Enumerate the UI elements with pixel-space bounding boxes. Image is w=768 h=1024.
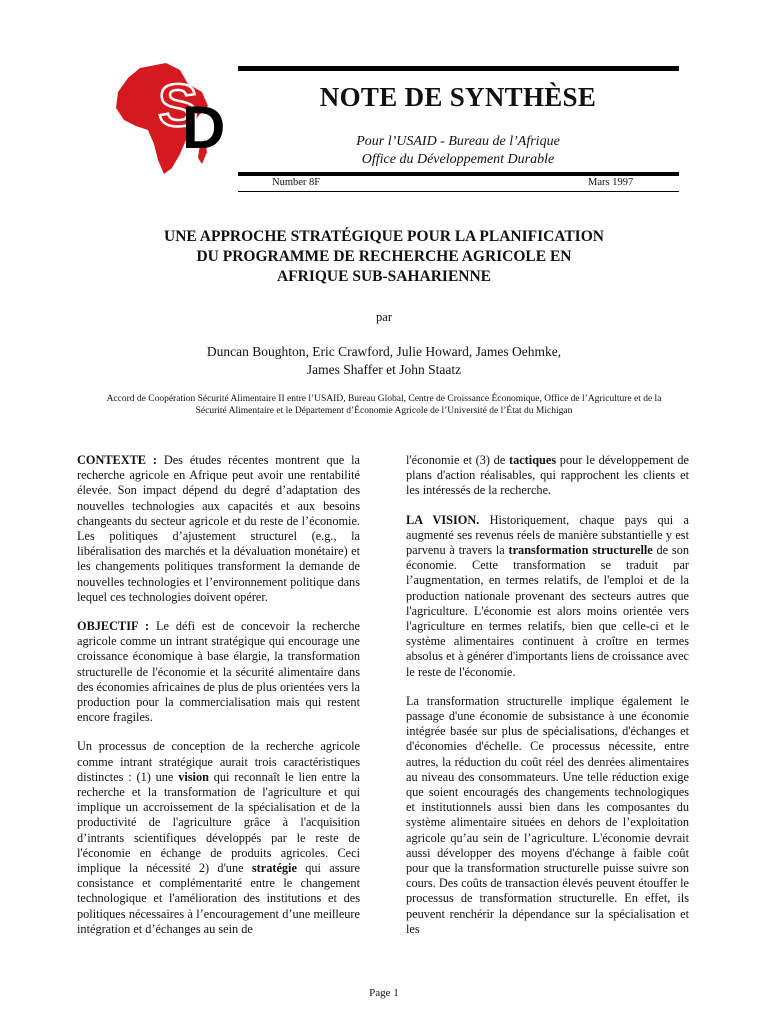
- by-line: par: [376, 310, 392, 324]
- objectif-paragraph: OBJECTIF : Le défi est de concevoir la recherche agricole comme un intrant stratégique qui encourage une croissance économique à base élargie, la transformation structurelle de l'économie et la sécurité alimentaire dans des économies africaines de plus de plus orientées vers la production pour la commercialisation mais qui restent encore fragiles.: [77, 619, 360, 725]
- article-headline: [60, 227, 708, 287]
- affiliation-note: [90, 393, 678, 417]
- page-title: NOTE DE SYNTHÈSE: [319, 82, 597, 112]
- authors-line-1: Duncan Boughton, Eric Crawford, Julie Howard, James Oehmke,: [206, 344, 562, 359]
- transformation-paragraph: La transformation structurelle implique également le passage d'une économie de subsistance à une économie intégrée basée sur plus de spécialisations, d'échanges et d'économies d'échelle. Ce processus nécessite, entre autres, la réduction du coût réel des denrées alimentaires au niveau des consommateurs. Une telle réduction exige que soient encouragés des changements technologiques et institutionnels aussi bien dans les composantes du système alimentaire situées en dehors de l’exploitation agricole qu’au sein de l’agriculture. L'économie devrait aussi développer des moyens d'échange à faible coût pour que la transformation structurelle puisse suivre son cours. Des coûts de transaction élevés peuvent étouffer le processus de transformation structurelle. En effet, ils peuvent renchérir la dépendance sur la spécialisation et les: [406, 693, 689, 936]
- authors-line-2: James Shaffer et John Staatz: [306, 362, 462, 377]
- header-mid-rule: [238, 172, 679, 176]
- headline-line-3: AFRIQUE SUB-SAHARIENNE: [276, 268, 492, 285]
- header-bottom-rule: [238, 191, 679, 192]
- tactiques-keyword: tactiques: [508, 453, 557, 467]
- header-top-rule: [238, 66, 679, 71]
- subtitle-line-2: Office du Développement Durable: [361, 152, 555, 167]
- headline-line-2: DU PROGRAMME DE RECHERCHE AGRICOLE EN: [196, 248, 572, 265]
- headline-line-1: UNE APPROCHE STRATÉGIQUE POUR LA PLANIFICATION: [164, 228, 604, 245]
- authors: [60, 343, 708, 379]
- contexte-paragraph: CONTEXTE : Des études récentes montrent que la recherche agricole en Afrique peut avoir une rentabilité élevée. Son impact dépend du degré d’adaptation des nouvelles technologies aux capacités et aux besoins changeants du secteur agricole et du reste de l’économie. Les politiques d’ajustement structurel (e.g., la libéralisation des marchés et la dévaluation monétaire) et les changements politiques transforment la demande de nouvelles technologies et l’environnement politique dans lequel ces technologies doivent opérer.: [77, 453, 360, 604]
- vision-keyword: vision: [178, 769, 209, 784]
- tactiques-lead: l'économie et (3) de: [406, 453, 509, 467]
- affiliation-line-2: Sécurité Alimentaire et le Département d’Économie Agricole de l’Université de l’État du Michigan: [195, 406, 573, 416]
- processus-paragraph: Un processus de conception de la recherche agricole comme intrant stratégique aurait trois caractéristiques distinctes : (1) une vision qui reconnaît le lien entre la recherche et la transformation de l'agriculture et qui implique un accroissement de la spécialisation et de la productivité de l'agriculture grâce à l'acquisition d’intrants scientifiques développés par le reste de l'économie en échange de produits agricoles. Ceci implique la nécessité 2) d'une stratégie qui assure consistance et complémentarité entre le changement technologique et l'amélioration des institutions et des politiques nécessaires à l’encouragement d’une meilleure intégration et d’échanges au sein de: [77, 739, 361, 936]
- issue-date: Mars 1997: [588, 177, 634, 188]
- processus-continuation: l'économie et (3) de tactiques pour le développement de plans d'action réalisables, qui rapprochent les clients et les intéressés de la recherche.: [406, 453, 689, 498]
- logo-letter-d: D: [182, 94, 226, 161]
- subtitle-line-1: Pour l’USAID - Bureau de l’Afrique: [356, 134, 560, 149]
- logo-letter-s: S: [158, 72, 199, 139]
- vision-label: LA VISION.: [406, 512, 480, 527]
- affiliation-line-1: Accord de Coopération Sécurité Alimentaire II entre l’USAID, Bureau Global, Centre de Croissance Économique, Office de l’Agriculture et de la: [106, 394, 662, 404]
- issue-number: Number 8F: [272, 177, 321, 188]
- left-column: [77, 453, 360, 951]
- right-column: [406, 453, 689, 951]
- vision-paragraph: LA VISION. Historiquement, chaque pays qui a augmenté ses revenus réels de manière substantielle y est parvenu à travers la transformation structurelle de son économie. Cette transformation se traduit par l’augmentation, en termes relatifs, de l'emploi et de la production nationale provenant des secteurs autres que l'agriculture. L'économie est alors moins orientée vers l'agriculture en termes relatifs, bien que celle-ci et le système alimentaires continuent à croître en termes absolus et à générer d'importants liens de croissance avec le reste de l'économie.: [406, 512, 689, 679]
- strategie-keyword: stratégie: [251, 861, 297, 876]
- page-number: Page 1: [369, 987, 399, 999]
- contexte-label: CONTEXTE :: [77, 453, 157, 467]
- sd-logo: [108, 60, 238, 180]
- objectif-label: OBJECTIF :: [77, 619, 150, 634]
- transformation-keyword: transformation structurelle: [508, 543, 653, 558]
